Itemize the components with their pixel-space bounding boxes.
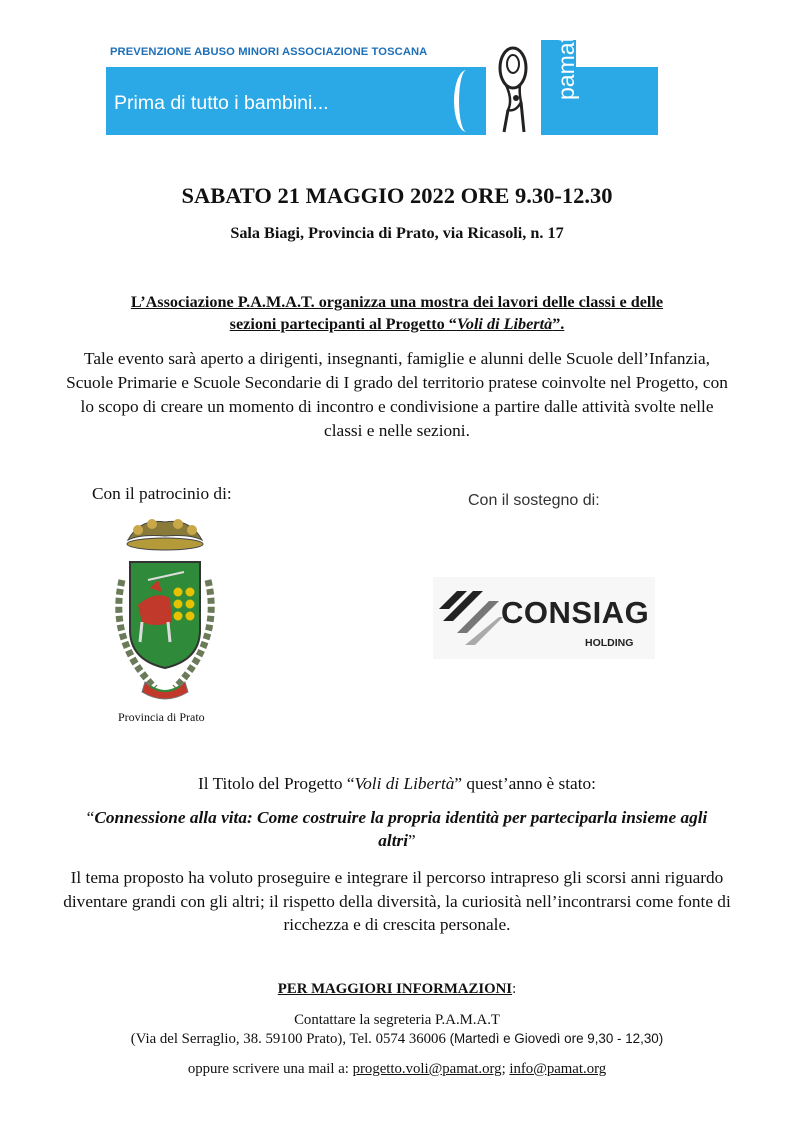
project-title: “Connessione alla vita: Come costruire la propria identità per parteciparla insieme agli altri” bbox=[86, 808, 708, 850]
banner-top-strip bbox=[106, 40, 451, 67]
project-name-2: Voli di Libertà bbox=[354, 774, 455, 793]
contact-line: Contattare la segreteria P.A.M.A.T bbox=[294, 1012, 500, 1028]
org-full-name: PREVENZIONE ABUSO MINORI ASSOCIAZIONE TOSCANA bbox=[110, 46, 428, 58]
consiag-name: CONSIAG bbox=[501, 595, 650, 630]
announcement-line2: sezioni partecipanti al Progetto “Voli di Libertà”. bbox=[229, 315, 565, 333]
event-venue: Sala Biagi, Provincia di Prato, via Ricasoli, n. 17 bbox=[230, 224, 564, 242]
pamat-logo-icon bbox=[486, 40, 541, 135]
consiag-logo bbox=[433, 577, 655, 659]
mail-link-progetto[interactable]: progetto.voli@pamat.org bbox=[352, 1061, 502, 1077]
project-title-text: Connessione alla vita: Come costruire la propria identità per parteciparla insieme agli altri bbox=[94, 808, 708, 850]
project-intro: Il Titolo del Progetto “Voli di Libertà” quest’anno è stato: bbox=[198, 774, 596, 793]
announcement bbox=[0, 291, 794, 335]
brand-vertical-text: pamat bbox=[553, 36, 579, 100]
consiag-mark-icon bbox=[439, 587, 503, 651]
crest-caption: Provincia di Prato bbox=[118, 710, 205, 724]
banner-tagline: Prima di tutto i bambini... bbox=[114, 92, 329, 114]
header-banner bbox=[106, 36, 658, 135]
support-label: Con il sostegno di: bbox=[468, 492, 600, 509]
project-name: Voli di Libertà bbox=[456, 315, 553, 333]
announcement-line1: L’Associazione P.A.M.A.T. organizza una mostra dei lavori delle classi e delle bbox=[130, 293, 664, 311]
patronage-label: Con il patrocinio di: bbox=[92, 484, 232, 503]
consiag-subtitle: HOLDING bbox=[585, 637, 634, 649]
project-theme: Il tema proposto ha voluto proseguire e integrare il percorso intrapreso gli scorsi anni riguardo diventare grandi con gli altri; il rispetto della diversità, la curiosità nell’incontrarsi come fonte di ricchezza e di crescita personale. bbox=[63, 868, 731, 934]
contact-address: (Via del Serraglio, 38. 59100 Prato), Tel. 0574 36006 (Martedì e Giovedì ore 9,30 - 12,30) bbox=[130, 1031, 664, 1047]
mail-link-info[interactable]: info@pamat.org bbox=[509, 1061, 607, 1077]
provincia-prato-crest-icon bbox=[100, 510, 230, 710]
event-date-time: SABATO 21 MAGGIO 2022 ORE 9.30-12.30 bbox=[181, 183, 613, 208]
office-hours: (Martedì e Giovedì ore 9,30 - 12,30) bbox=[449, 1031, 664, 1046]
event-description: Tale evento sarà aperto a dirigenti, insegnanti, famiglie e alunni delle Scuole dell’Infanzia, Scuole Primarie e Scuole Secondarie di I grado del territorio pratese coinvolte nel Progetto, con lo scopo di creare un momento di incontro e condivisione a partire dalle attività svolte nelle classi e nelle sezioni. bbox=[66, 349, 728, 440]
banner-curve bbox=[454, 70, 479, 132]
info-heading: PER MAGGIORI INFORMAZIONI: bbox=[277, 981, 517, 997]
mail-line: oppure scrivere una mail a: progetto.voli@pamat.org; info@pamat.org bbox=[187, 1061, 607, 1077]
